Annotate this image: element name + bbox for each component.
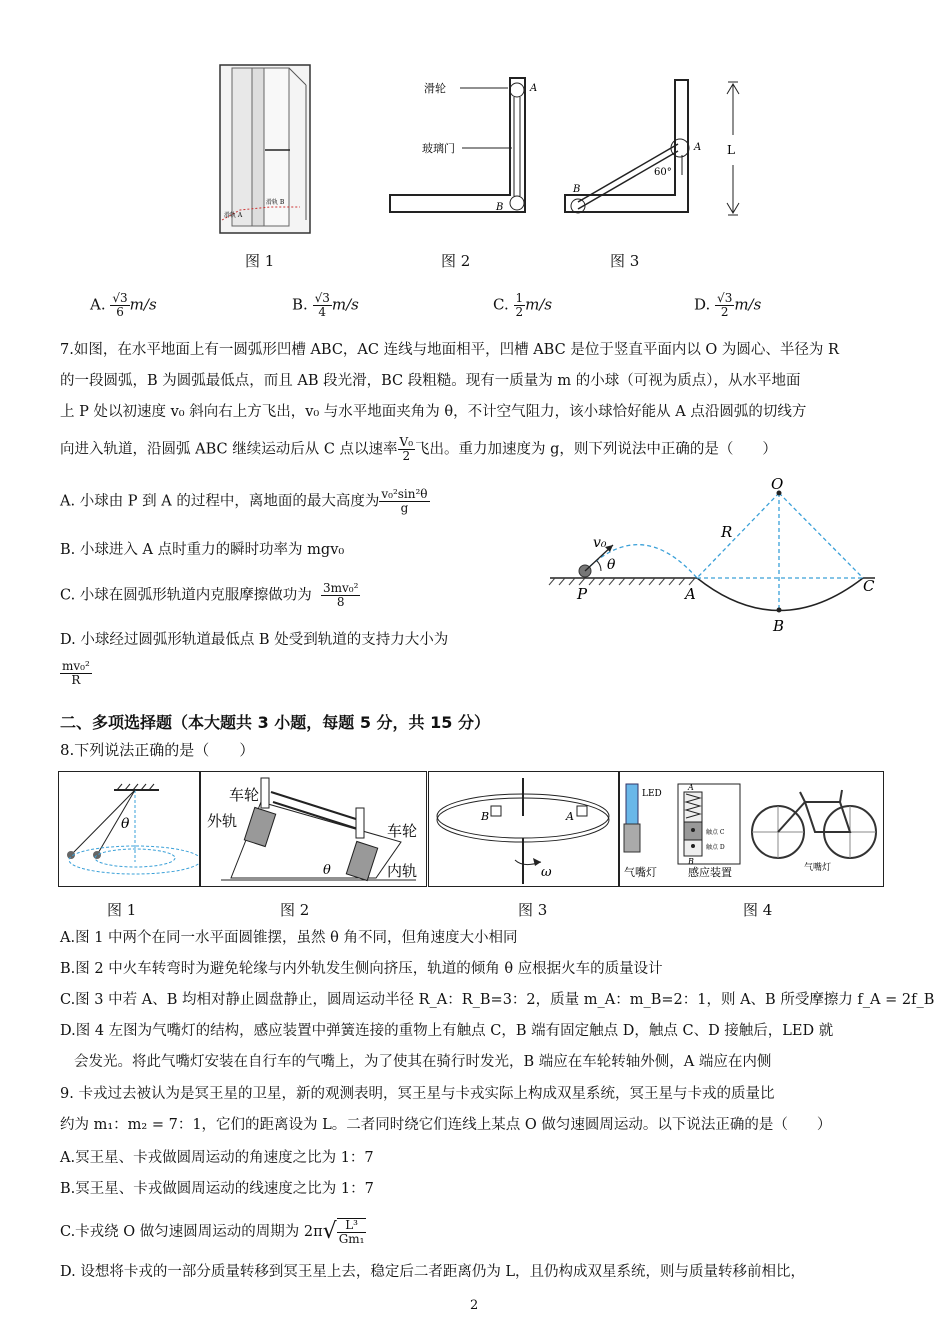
- q7-option-a: A. 小球由 P 到 A 的过程中，离地面的最大高度为 $\frac{\text{v₀²sin²θ}}{g}$: [60, 487, 428, 515]
- q7-fig-label-a: A: [685, 585, 696, 603]
- q7-fig-label-c: C: [863, 577, 875, 595]
- fig2-label-b: B: [496, 202, 504, 213]
- q9-option-c: C.卡戎绕 O 做匀速圆周运动的周期为 2π√ $\frac{\text{L³}}{\text{Gm₁}}$: [60, 1218, 365, 1246]
- q8-fig4-label-sensor: 感应装置: [688, 866, 732, 879]
- q8-figure-1: [58, 771, 200, 887]
- q8-fig4-label-contact-c: 触点 C: [706, 829, 725, 836]
- fig2-label-door: 玻璃门: [422, 142, 455, 155]
- q8-stem: 8.下列说法正确的是（ ）: [60, 741, 255, 759]
- q8-fig3-label-a: A: [566, 810, 574, 823]
- q8-option-d-line-2: 会发光。将此气嘴灯安装在自行车的气嘴上，为了使其在骑行时发光，B 端应在车轮转轴外侧，A 端应在内侧: [74, 1054, 772, 1070]
- q9-option-d: D. 设想将卡戎的一部分质量转移到冥王星上去，稳定后二者距离仍为 L，且仍构成双星系统，则与质量转移前相比，: [60, 1264, 806, 1280]
- fig1-label-rail-b: 滑轨 B: [266, 199, 285, 206]
- q7-fig-label-r: R: [721, 523, 733, 541]
- q8-fig2-label-wheel-right: 车轮: [387, 822, 418, 840]
- fig3-label-length: L: [727, 143, 735, 157]
- q8-fig4-label-led: LED: [642, 789, 662, 799]
- q7-fig-label-p: P: [577, 585, 588, 603]
- q7-fig-label-o: O: [771, 475, 784, 493]
- section-2-heading: 二、多项选择题（本大题共 3 小题，每题 5 分，共 15 分）: [60, 713, 490, 732]
- q8-fig2-label-wheel-left: 车轮: [229, 786, 260, 804]
- q8-option-b: B.图 2 中火车转弯时为避免轮缘与内外轨发生侧向挤压，轨道的倾角 θ 应根据火车的质量设计: [60, 961, 663, 977]
- q8-fig4-label-contact-d: 触点 D: [706, 844, 725, 851]
- q9-line-1: 9. 卡戎过去被认为是冥王星的卫星，新的观测表明，冥王星与卡戎实际上构成双星系统，冥王星与卡戎的质量比: [60, 1086, 775, 1102]
- fig3-label-b: B: [573, 184, 581, 195]
- fig3-label-a: A: [694, 142, 702, 153]
- q7-option-d-formula: $\frac{\text{mv₀²}}{R}$: [62, 659, 90, 687]
- q8-fig4-label-a: A: [688, 783, 694, 792]
- q8-option-c: C.图 3 中若 A、B 均相对静止圆盘静止，圆周运动半径 R_A：R_B=3：2，质量 m_A：m_B=2：1，则 A、B 所受摩擦力 f_A = 2f_B: [60, 992, 935, 1008]
- top-figures: [210, 60, 750, 235]
- q8-fig3-label-omega: ω: [541, 865, 552, 880]
- q9-line-2: 约为 m₁：m₂ = 7：1，它们的距离设为 L。二者同时绕它们连线上某点 O 做匀速圆周运动。以下说法正确的是（ ）: [60, 1117, 832, 1133]
- q7-line-1: 7.如图，在水平地面上有一圆弧形凹槽 ABC，AC 连线与地面相平，凹槽 ABC 是位于竖直平面内以 O 为圆心、半径为 R: [60, 342, 839, 358]
- figure-1-door: [220, 65, 310, 233]
- q7-figure: [545, 475, 885, 635]
- q7-option-d: D. 小球经过圆弧形轨道最低点 B 处受到轨道的支持力大小为: [60, 632, 449, 648]
- q8-fig2-label-outer-rail: 外轨: [207, 812, 238, 830]
- q8-caption-2: 图 2: [280, 901, 310, 919]
- q6-option-c: C. $\frac{1}{2}$ m/s: [493, 291, 553, 319]
- figure-3-caption: 图 3: [610, 252, 640, 270]
- q7-fig-label-theta: θ: [607, 557, 616, 573]
- q7-line-4: 向进入轨道，沿圆弧 ABC 继续运动后从 C 点以速率 $\frac{\text{V₀}}{2}$ 飞出。重力加速度为 g，则下列说法中正确的是（ ）: [60, 435, 777, 463]
- q8-figure-3: [428, 771, 619, 887]
- q8-option-d-line-1: D.图 4 左图为气嘴灯的结构，感应装置中弹簧连接的重物上有触点 C，B 端有固定触点 D，触点 C、D 接触后，LED 就: [60, 1023, 834, 1039]
- q9-option-a: A.冥王星、卡戎做圆周运动的角速度之比为 1：7: [60, 1150, 374, 1166]
- q8-option-a: A.图 1 中两个在同一水平面圆锥摆，虽然 θ 角不同，但角速度大小相同: [60, 930, 518, 946]
- figure-3-incline: [565, 80, 739, 215]
- q7-line-3: 上 P 处以初速度 v₀ 斜向右上方飞出，v₀ 与水平地面夹角为 θ，不计空气阻力，该小球恰好能从 A 点沿圆弧的切线方: [60, 404, 807, 420]
- q6-option-b: B. $\frac{√3}{4}$ m/s: [292, 291, 359, 319]
- q7-fig-label-b: B: [773, 617, 785, 635]
- q8-fig4-label-b: B: [688, 857, 694, 866]
- q7-line-2: 的一段圆弧，B 为圆弧最低点，而且 AB 段光滑，BC 段粗糙。现有一质量为 m 的小球（可视为质点），从水平地面: [60, 373, 801, 389]
- figure-2-pulley: [390, 78, 537, 213]
- q7-option-b: B. 小球进入 A 点时重力的瞬时功率为 mgv₀: [60, 542, 345, 558]
- figure-1-caption: 图 1: [245, 252, 275, 270]
- q8-caption-3: 图 3: [518, 901, 548, 919]
- q8-caption-1: 图 1: [107, 901, 137, 919]
- fig2-label-a: A: [530, 83, 538, 94]
- q8-figure-4: [619, 771, 884, 887]
- q8-fig3-label-b: B: [481, 810, 490, 823]
- q8-fig1-label-theta: θ: [121, 816, 130, 832]
- q8-figure-2: [200, 771, 427, 887]
- figure-2-caption: 图 2: [441, 252, 471, 270]
- q6-option-d: D. $\frac{√3}{2}$ m/s: [694, 291, 762, 319]
- q9-option-b: B.冥王星、卡戎做圆周运动的线速度之比为 1：7: [60, 1181, 374, 1197]
- q8-fig4-label-valve-light-2: 气嘴灯: [804, 863, 832, 873]
- q7-option-c: C. 小球在圆弧形轨道内克服摩擦做功为 $\frac{\text{3mv₀²}}{8}$: [60, 581, 359, 609]
- fig3-label-angle: 60°: [654, 167, 672, 178]
- q8-fig2-label-theta: θ: [323, 863, 331, 878]
- q8-fig4-label-valve-light: 气嘴灯: [624, 866, 657, 879]
- q8-caption-4: 图 4: [743, 901, 773, 919]
- fig2-label-pulley: 滑轮: [424, 82, 446, 95]
- q8-fig2-label-inner-rail: 内轨: [387, 862, 418, 880]
- page-number: 2: [470, 1298, 479, 1313]
- q6-option-a: A. $\frac{√3}{6}$ m/s: [90, 291, 157, 319]
- fig1-label-rail-a: 滑轨 A: [224, 212, 243, 219]
- q7-fig-label-v0: v₀: [593, 535, 607, 551]
